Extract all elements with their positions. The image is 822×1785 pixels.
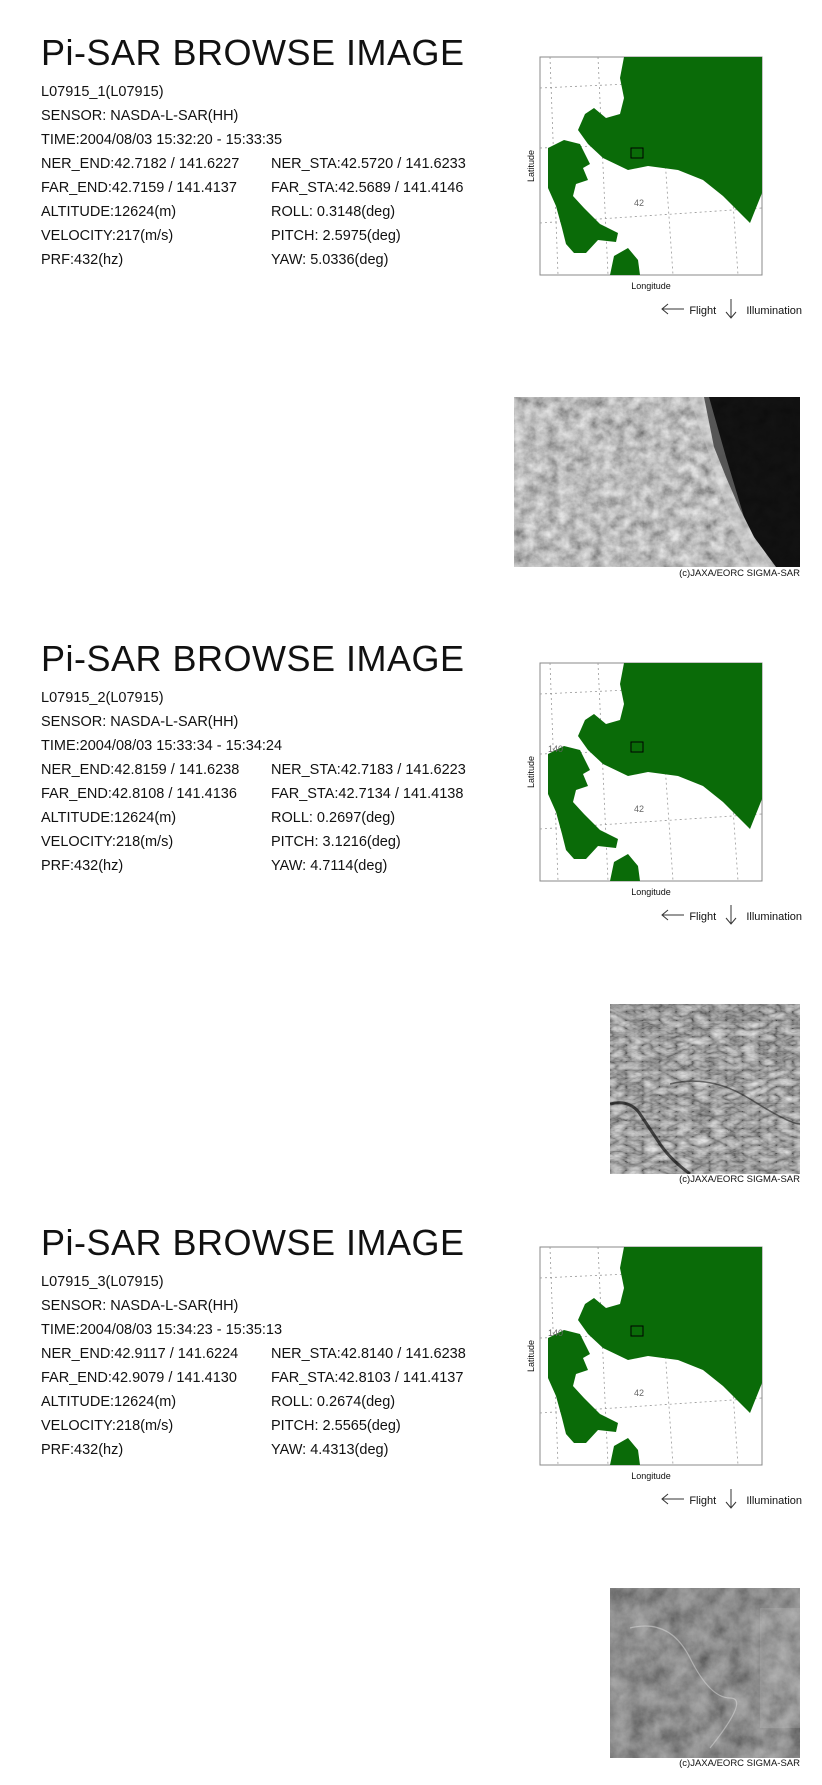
far-end-field: FAR_END:42.7159 / 141.4137 [41, 180, 237, 196]
copyright-credit: (c)JAXA/EORC SIGMA-SAR [679, 1174, 800, 1185]
time-field: TIME:2004/08/03 15:34:23 - 15:35:13 [41, 1322, 283, 1338]
lat-tick-label: 42 [634, 804, 645, 814]
velocity-field: VELOCITY:218(m/s) [41, 834, 174, 850]
yaw-field: YAW: 4.4313(deg) [271, 1442, 389, 1458]
sar-image [610, 1588, 800, 1758]
scene-id: L07915_1(L07915) [41, 84, 164, 100]
lat-tick-label: 42 [634, 1388, 645, 1398]
direction-legend [660, 904, 802, 929]
scene-id: L07915_2(L07915) [41, 690, 164, 706]
latitude-axis-label: Latitude [526, 755, 536, 789]
sensor-field: SENSOR: NASDA-L-SAR(HH) [41, 1298, 239, 1314]
sensor-field: SENSOR: NASDA-L-SAR(HH) [41, 714, 239, 730]
page-title: Pi-SAR BROWSE IMAGE [41, 638, 465, 679]
flight-label: Flight [689, 910, 717, 923]
sensor-field: SENSOR: NASDA-L-SAR(HH) [41, 108, 239, 124]
altitude-field: ALTITUDE:12624(m) [41, 810, 177, 826]
far-end-field: FAR_END:42.8108 / 141.4136 [41, 786, 237, 802]
metadata-panel [41, 1270, 466, 1462]
pitch-field: PITCH: 3.1216(deg) [271, 834, 401, 850]
arrow-left-icon [660, 303, 686, 318]
altitude-field: ALTITUDE:12624(m) [41, 204, 177, 220]
roll-field: ROLL: 0.2674(deg) [271, 1394, 396, 1410]
prf-field: PRF:432(hz) [41, 858, 124, 874]
metadata-panel [41, 80, 466, 272]
arrow-down-icon [725, 904, 737, 929]
flight-label: Flight [689, 1494, 717, 1507]
velocity-field: VELOCITY:217(m/s) [41, 228, 174, 244]
lat-tick-label: 42 [634, 198, 645, 208]
longitude-axis-label: Longitude [631, 281, 671, 291]
velocity-field: VELOCITY:218(m/s) [41, 1418, 174, 1434]
time-field: TIME:2004/08/03 15:33:34 - 15:34:24 [41, 738, 283, 754]
ner-end-field: NER_END:42.9117 / 141.6224 [41, 1346, 239, 1362]
arrow-down-icon [725, 1488, 737, 1513]
roll-field: ROLL: 0.3148(deg) [271, 204, 396, 220]
direction-legend [660, 1488, 802, 1513]
copyright-credit: (c)JAXA/EORC SIGMA-SAR [679, 1758, 800, 1769]
prf-field: PRF:432(hz) [41, 252, 124, 268]
illumination-label: Illumination [746, 304, 802, 317]
longitude-axis-label: Longitude [631, 887, 671, 897]
page-title: Pi-SAR BROWSE IMAGE [41, 1222, 465, 1263]
metadata-panel [41, 686, 466, 878]
page-title: Pi-SAR BROWSE IMAGE [41, 32, 465, 73]
lon-tick-label: 140 [548, 1328, 564, 1338]
far-sta-field: FAR_STA:42.5689 / 141.4146 [271, 180, 464, 196]
pitch-field: PITCH: 2.5565(deg) [271, 1418, 401, 1434]
latitude-axis-label: Latitude [526, 1339, 536, 1373]
prf-field: PRF:432(hz) [41, 1442, 124, 1458]
roll-field: ROLL: 0.2697(deg) [271, 810, 396, 826]
ner-sta-field: NER_STA:42.5720 / 141.6233 [271, 156, 466, 172]
ner-end-field: NER_END:42.7182 / 141.6227 [41, 156, 240, 172]
yaw-field: YAW: 4.7114(deg) [271, 858, 388, 874]
location-map [528, 654, 768, 906]
time-field: TIME:2004/08/03 15:32:20 - 15:33:35 [41, 132, 283, 148]
illumination-label: Illumination [746, 910, 802, 923]
location-map [528, 48, 768, 300]
pitch-field: PITCH: 2.5975(deg) [271, 228, 401, 244]
ner-sta-field: NER_STA:42.7183 / 141.6223 [271, 762, 466, 778]
far-end-field: FAR_END:42.9079 / 141.4130 [41, 1370, 237, 1386]
direction-legend [660, 298, 802, 323]
ner-end-field: NER_END:42.8159 / 141.6238 [41, 762, 240, 778]
illumination-label: Illumination [746, 1494, 802, 1507]
scene-id: L07915_3(L07915) [41, 1274, 164, 1290]
location-map [528, 1238, 768, 1490]
sar-image [514, 397, 800, 567]
altitude-field: ALTITUDE:12624(m) [41, 1394, 177, 1410]
arrow-left-icon [660, 909, 686, 924]
latitude-axis-label: Latitude [526, 149, 536, 183]
ner-sta-field: NER_STA:42.8140 / 141.6238 [271, 1346, 466, 1362]
copyright-credit: (c)JAXA/EORC SIGMA-SAR [679, 568, 800, 579]
longitude-axis-label: Longitude [631, 1471, 671, 1481]
far-sta-field: FAR_STA:42.7134 / 141.4138 [271, 786, 464, 802]
yaw-field: YAW: 5.0336(deg) [271, 252, 389, 268]
arrow-left-icon [660, 1493, 686, 1508]
sar-image [610, 1004, 800, 1174]
lon-tick-label: 140 [548, 744, 564, 754]
far-sta-field: FAR_STA:42.8103 / 141.4137 [271, 1370, 464, 1386]
flight-label: Flight [689, 304, 717, 317]
arrow-down-icon [725, 298, 737, 323]
